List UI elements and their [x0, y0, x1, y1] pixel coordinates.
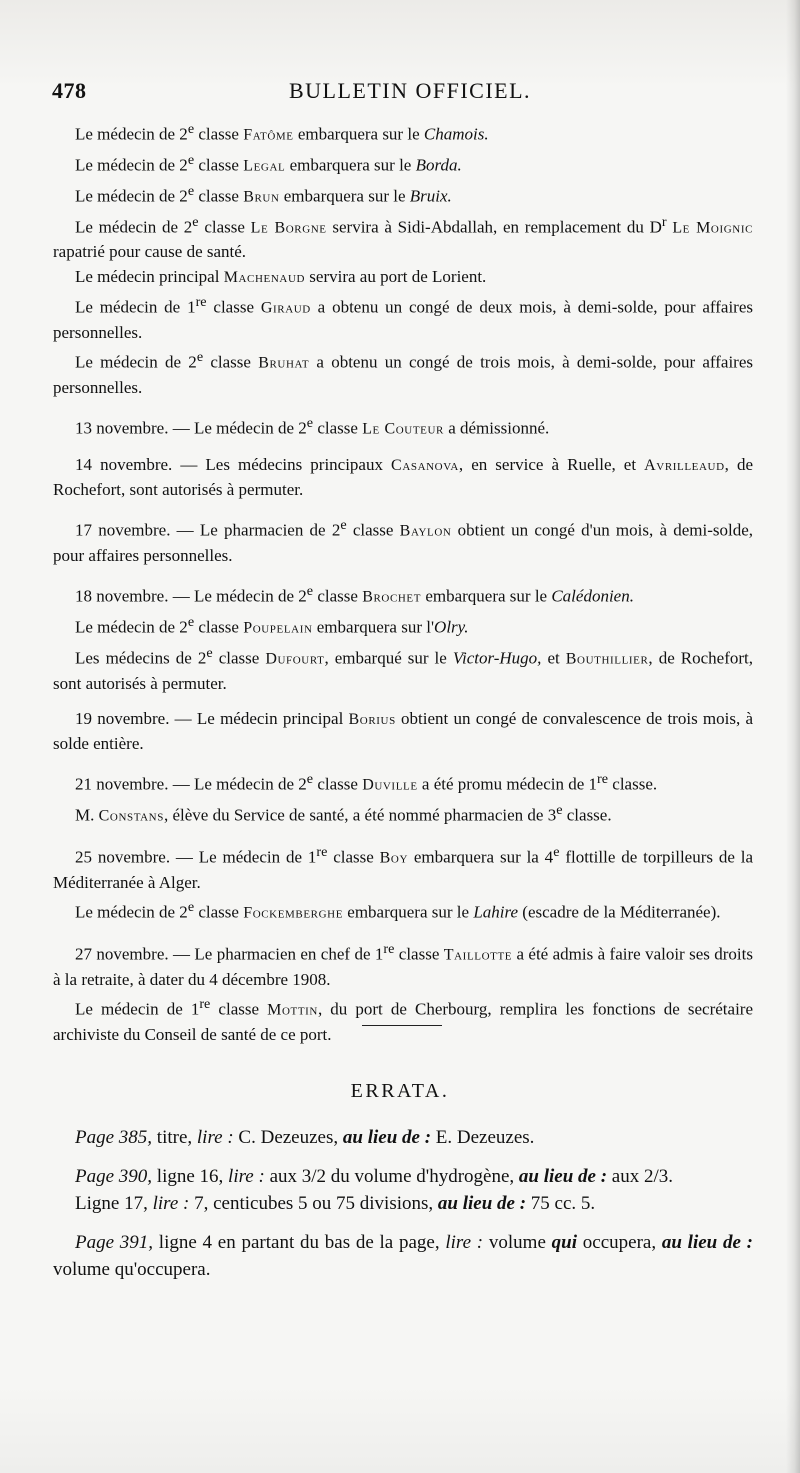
dated-entry: 18 novembre. — Le médecin de 2e classe Brochet embarquera sur le Calédonien. — [75, 583, 634, 606]
entry-paragraph: Le médecin de 2e classe Le Borgne servira à Sidi-Abdallah, en remplacement du $D^r$ Le Moignic rapatrié pour cause de santé. — [53, 213, 754, 262]
entry-paragraph: Le médecin de 2e classe Poupelain embarquera sur l'Olry. — [75, 614, 469, 637]
dated-entry: 25 novembre. — Le médecin de 1re classe Boy embarquera sur la 4e flottille de torpilleurs de la Méditerranée à Alger. — [53, 844, 753, 893]
person-name: Mottin — [267, 1001, 318, 1019]
entry-paragraph: Le médecin de 1re classe Mottin, du port de Cherbourg, remplira les fonctions de secrétaire archiviste du Conseil de santé de ce port. — [53, 996, 753, 1045]
entry-paragraph: Le médecin de 2e classe Legal embarquera sur le Borda. — [75, 151, 462, 175]
section-divider — [362, 1025, 442, 1026]
errata-entry: Page 385, titre, lire : C. Dezeuzes, au lieu de : E. Dezeuzes. — [75, 1127, 535, 1148]
ship-name: Borda. — [415, 155, 462, 175]
errata-title: ERRATA. — [350, 1080, 450, 1102]
person-name: Legal — [243, 157, 286, 175]
person-name: Brochet — [362, 588, 422, 606]
ship-name: Bruix. — [409, 186, 452, 206]
errata-entry: Page 391, ligne 4 en partant du bas de la page, lire : volume qui occupera, au lieu de : volume qu'occupera. — [53, 1232, 753, 1280]
ship-name: Chamois. — [423, 124, 489, 144]
errata-body — [53, 1124, 753, 1283]
dated-entry: 17 novembre. — Le pharmacien de 2e classe Baylon obtient un congé d'un mois, à demi-solde, pour affaires personnelles. — [53, 517, 754, 566]
ship-name: Calédonien. — [551, 586, 634, 606]
errata-entry: Ligne 17, lire : 7, centicubes 5 ou 75 divisions, au lieu de : 75 cc. 5. — [75, 1193, 596, 1214]
person-name: Le Moignic — [672, 219, 754, 237]
entry-paragraph: Le médecin de 2e classe Fockemberghe embarquera sur le Lahire (escadre de la Méditerranée). — [75, 899, 721, 922]
errata-entry: Page 390, ligne 16, lire : aux 3/2 du volume d'hydrogène, au lieu de : aux 2/3. — [75, 1166, 673, 1187]
person-name: Borius — [348, 711, 396, 729]
bulletin-body — [53, 117, 753, 1047]
person-name: Casanova — [391, 456, 459, 474]
running-head: BULLETIN OFFICIEL. — [288, 78, 532, 103]
ship-name: Victor-Hugo, — [452, 648, 542, 668]
person-name: Boy — [379, 849, 409, 867]
dated-entry: 27 novembre. — Le pharmacien en chef de 1re classe Taillotte a été admis à faire valoir ses droits à la retraite, à dater du 4 décembre 1908. — [53, 941, 753, 989]
page-header — [52, 78, 752, 108]
person-name: Brun — [243, 188, 280, 206]
entry-paragraph: Les médecins de 2e classe Dufourt, embarqué sur le Victor-Hugo, et Bouthillier, de Rochefort, sont autorisés à permuter. — [53, 645, 753, 693]
entry-paragraph: Le médecin de 2e classe Brun embarquera sur le Bruix. — [75, 182, 452, 206]
dated-entry: 21 novembre. — Le médecin de 2e classe Duville a été promu médecin de 1re classe. — [75, 771, 658, 795]
entry-paragraph: Le médecin de 1re classe Giraud a obtenu un congé de deux mois, à demi-solde, pour affaires personnelles. — [53, 293, 754, 342]
dated-entry: 19 novembre. — Le médecin principal Borius obtient un congé de convalescence de trois mois, à solde entière. — [53, 709, 753, 754]
page-edge-shadow — [786, 0, 800, 1473]
person-name: Dufourt — [265, 650, 325, 668]
ship-name: Olry. — [434, 617, 469, 637]
person-name: Constans — [98, 808, 164, 825]
person-name: Le Borgne — [250, 219, 327, 237]
person-name: Avrilleaud — [644, 456, 725, 474]
person-name: Bruhat — [258, 354, 310, 372]
person-name: Duville — [362, 777, 418, 795]
dated-entry: 13 novembre. — Le médecin de 2e classe Le Couteur a démissionné. — [75, 414, 550, 438]
ship-name: Lahire — [473, 902, 519, 922]
person-name: Giraud — [260, 299, 311, 317]
person-name: Le Couteur — [362, 420, 444, 438]
person-name: Bouthillier — [565, 650, 649, 668]
person-name: Taillotte — [443, 946, 513, 964]
person-name: Fatôme — [243, 126, 294, 144]
entry-paragraph: Le médecin de 2e classe Fatôme embarquera sur le Chamois. — [75, 121, 489, 144]
dated-entry: 14 novembre. — Les médecins principaux Casanova, en service à Ruelle, et Avrilleaud, de Rochefort, sont autorisés à permuter. — [53, 454, 753, 500]
person-name: Poupelain — [243, 619, 313, 637]
person-name: Machenaud — [223, 268, 306, 286]
entry-paragraph: M. Constans, élève du Service de santé, a été nommé pharmacien de 3e classe. — [75, 802, 612, 825]
entry-paragraph: Le médecin principal Machenaud servira au port de Lorient. — [75, 266, 487, 286]
person-name: Fockemberghe — [243, 904, 344, 922]
page-number: 478 — [52, 78, 87, 103]
person-name: Baylon — [399, 522, 452, 540]
entry-paragraph: Le médecin de 2e classe Bruhat a obtenu un congé de trois mois, à demi-solde, pour affaires personnelles. — [53, 348, 754, 397]
